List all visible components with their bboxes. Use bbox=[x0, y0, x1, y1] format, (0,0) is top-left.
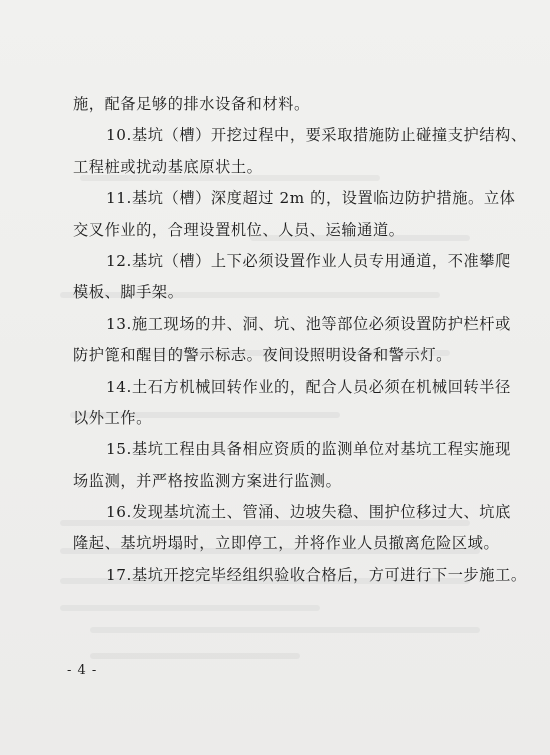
text-line-1: 施，配备足够的排水设备和材料。 bbox=[73, 95, 310, 113]
text-line-9: 防护篦和醒目的警示标志。夜间设照明设备和警示灯。 bbox=[73, 346, 452, 365]
body-text bbox=[73, 89, 527, 591]
text-line-14: 16.发现基坑流土、管涌、边坡失稳、围护位移过大、坑底 bbox=[106, 503, 511, 522]
text-line-13: 场监测，并严格按监测方案进行监测。 bbox=[73, 471, 342, 490]
text-line-10: 14.土石方机械回转作业的，配合人员必须在机械回转半径 bbox=[106, 377, 511, 396]
page-number: - 4 - bbox=[67, 663, 98, 678]
text-line-7: 模板、脚手架。 bbox=[73, 283, 184, 302]
text-line-11: 以外工作。 bbox=[73, 408, 152, 427]
text-line-6: 12.基坑（槽）上下必须设置作业人员专用通道，不准攀爬 bbox=[106, 251, 511, 270]
text-line-12: 15.基坑工程由具备相应资质的监测单位对基坑工程实施现 bbox=[106, 440, 511, 459]
text-line-3: 工程桩或扰动基底原状土。 bbox=[73, 157, 263, 176]
text-line-2: 10.基坑（槽）开挖过程中，要采取措施防止碰撞支护结构、 bbox=[106, 126, 527, 145]
text-line-15: 隆起、基坑坍塌时，立即停工，并将作业人员撤离危险区域。 bbox=[73, 534, 500, 553]
text-line-5: 交叉作业的，合理设置机位、人员、运输通道。 bbox=[73, 220, 405, 239]
text-line-16: 17.基坑开挖完毕经组织验收合格后，方可进行下一步施工。 bbox=[106, 565, 527, 584]
text-line-4: 11.基坑（槽）深度超过 2m 的，设置临边防护措施。立体 bbox=[106, 189, 516, 208]
text-line-8: 13.施工现场的井、洞、坑、池等部位必须设置防护栏杆或 bbox=[106, 314, 511, 333]
